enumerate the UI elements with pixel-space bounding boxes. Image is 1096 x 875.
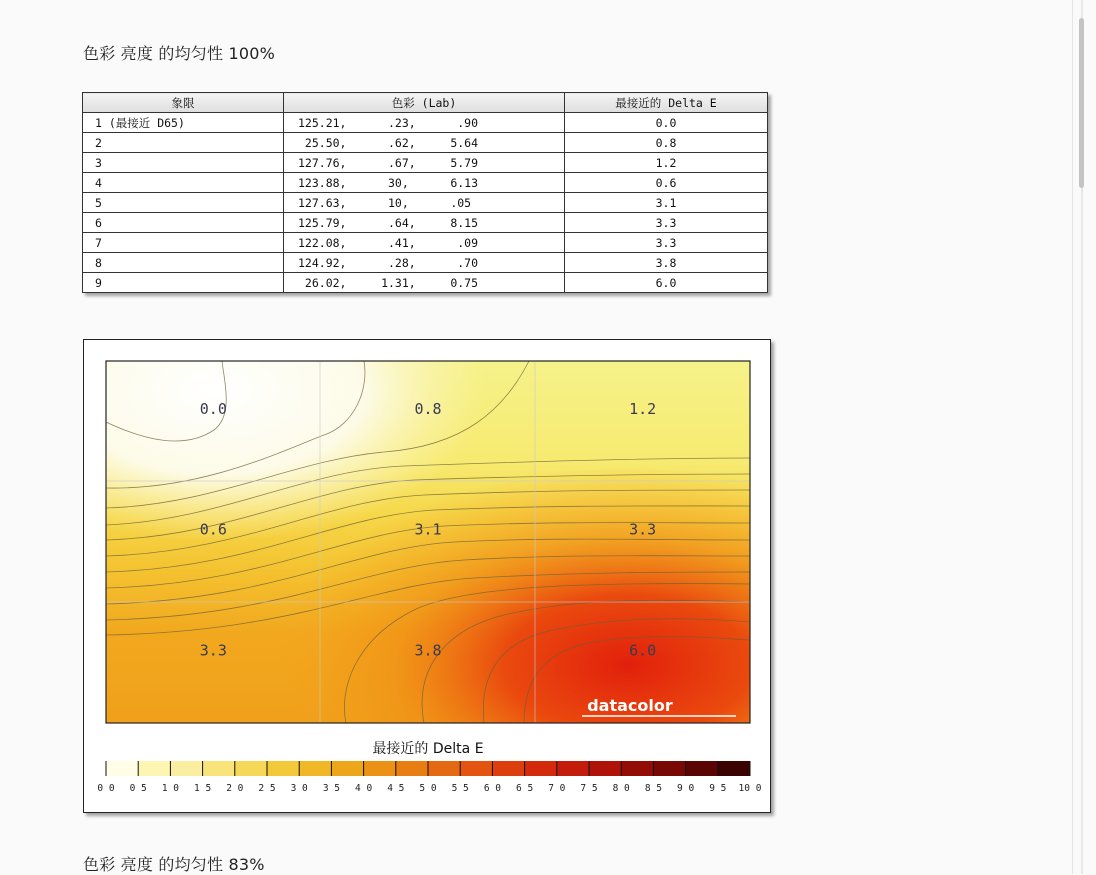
delta-e-cell: 3.3 — [565, 213, 768, 233]
legend-tick-label: 2 0 — [226, 783, 244, 794]
table-row — [83, 113, 768, 133]
legend-tick-label: 4 0 — [355, 783, 373, 794]
section-title: 色彩 亮度 的均匀性 100% — [83, 44, 276, 63]
lab-cell: 122.08, .41, .09 — [284, 233, 565, 253]
legend-tick-label: 4 5 — [387, 783, 405, 794]
legend-swatch — [525, 761, 558, 776]
quadrant-cell: 6 — [83, 213, 284, 233]
legend-tick-label: 10 0 — [738, 783, 762, 794]
legend-swatch — [589, 761, 622, 776]
legend-tick-label: 1 5 — [194, 783, 212, 794]
legend-tick-label: 0 5 — [129, 783, 147, 794]
legend-swatch — [299, 761, 332, 776]
legend-tick-label: 6 0 — [483, 783, 501, 794]
quadrant-cell: 7 — [83, 233, 284, 253]
delta-e-cell: 3.1 — [565, 193, 768, 213]
legend-tick-label: 6 5 — [516, 783, 534, 794]
scrollbar-thumb[interactable] — [1079, 18, 1084, 188]
legend-swatch — [170, 761, 203, 776]
legend-swatch — [653, 761, 686, 776]
legend-tick-label: 3 5 — [322, 783, 340, 794]
lab-cell: 127.63, 10, .05 — [284, 193, 565, 213]
table-row — [83, 173, 768, 193]
table-row — [83, 133, 768, 153]
legend-tick-label: 0 0 — [97, 783, 115, 794]
quadrant-cell: 9 — [83, 273, 284, 293]
lab-cell: 125.21, .23, .90 — [284, 113, 565, 133]
section-title: 色彩 亮度 的均匀性 83% — [83, 855, 265, 874]
cell-value-label: 0.0 — [199, 400, 227, 418]
cell-value-label: 6.0 — [629, 641, 657, 660]
legend-swatch — [557, 761, 590, 776]
quadrant-cell: 8 — [83, 253, 284, 273]
scrollbar[interactable] — [1072, 0, 1096, 874]
legend-tick-label: 7 5 — [580, 783, 598, 794]
table-header-row — [83, 93, 768, 113]
datacolor-logo-text: datacolor — [587, 696, 673, 715]
quadrant-cell: 2 — [83, 133, 284, 153]
delta-e-cell: 0.6 — [565, 173, 768, 193]
legend-swatch — [235, 761, 268, 776]
lab-cell: 25.50, .62, 5.64 — [284, 133, 565, 153]
chart-title: 最接近的 Delta E — [372, 741, 484, 757]
quadrant-cell: 1 (最接近 D65) — [83, 113, 284, 133]
legend-swatch — [428, 761, 461, 776]
column-header-quadrant: 象限 — [83, 93, 284, 113]
legend-tick-label: 5 0 — [419, 783, 437, 794]
legend-tick-label: 9 0 — [677, 783, 695, 794]
table-row — [83, 273, 768, 293]
legend-tick-label: 8 0 — [612, 783, 630, 794]
cell-value-label: 3.3 — [199, 641, 227, 660]
legend-swatch — [138, 761, 171, 776]
cell-value-label: 3.3 — [629, 520, 657, 539]
legend-tick-label: 1 0 — [161, 783, 179, 794]
legend-swatch — [718, 761, 751, 776]
legend-tick-label: 7 0 — [548, 783, 566, 794]
lab-cell: 124.92, .28, .70 — [284, 253, 565, 273]
legend-swatch — [267, 761, 300, 776]
legend-swatch — [396, 761, 429, 776]
quadrant-cell: 5 — [83, 193, 284, 213]
cell-value-label: 0.6 — [199, 520, 227, 539]
uniformity-table — [82, 92, 768, 293]
contour-chart-svg — [84, 340, 770, 812]
cell-value-label: 3.1 — [414, 520, 442, 539]
legend-swatch — [492, 761, 525, 776]
legend-tick-label: 5 5 — [451, 783, 469, 794]
lab-cell: 127.76, .67, 5.79 — [284, 153, 565, 173]
column-header-delta-e: 最接近的 Delta E — [565, 93, 768, 113]
legend-tick-label: 3 0 — [290, 783, 308, 794]
delta-e-cell: 0.0 — [565, 113, 768, 133]
column-header-lab: 色彩 (Lab) — [284, 93, 565, 113]
lab-cell: 125.79, .64, 8.15 — [284, 213, 565, 233]
legend-tick-label: 9 5 — [709, 783, 727, 794]
cell-value-label: 0.8 — [414, 400, 442, 418]
uniformity-chart — [83, 339, 771, 813]
delta-e-cell: 0.8 — [565, 133, 768, 153]
delta-e-cell: 6.0 — [565, 273, 768, 293]
lab-cell: 26.02, 1.31, 0.75 — [284, 273, 565, 293]
table-row — [83, 193, 768, 213]
quadrant-cell: 4 — [83, 173, 284, 193]
delta-e-cell: 1.2 — [565, 153, 768, 173]
cell-value-label: 1.2 — [629, 400, 657, 418]
legend-tick-label: 2 5 — [258, 783, 276, 794]
lab-cell: 123.88, 30, 6.13 — [284, 173, 565, 193]
legend-swatch — [460, 761, 493, 776]
legend-swatch — [364, 761, 397, 776]
table-row — [83, 233, 768, 253]
legend-swatch — [331, 761, 364, 776]
color-scale-legend — [97, 761, 761, 794]
cell-value-label: 3.8 — [414, 641, 442, 660]
legend-swatch — [203, 761, 236, 776]
legend-swatch — [686, 761, 719, 776]
legend-swatch — [621, 761, 654, 776]
quadrant-cell: 3 — [83, 153, 284, 173]
legend-tick-label: 8 5 — [644, 783, 662, 794]
legend-swatch — [106, 761, 139, 776]
delta-e-cell: 3.3 — [565, 233, 768, 253]
table-row — [83, 253, 768, 273]
table-row — [83, 153, 768, 173]
table-row — [83, 213, 768, 233]
delta-e-cell: 3.8 — [565, 253, 768, 273]
